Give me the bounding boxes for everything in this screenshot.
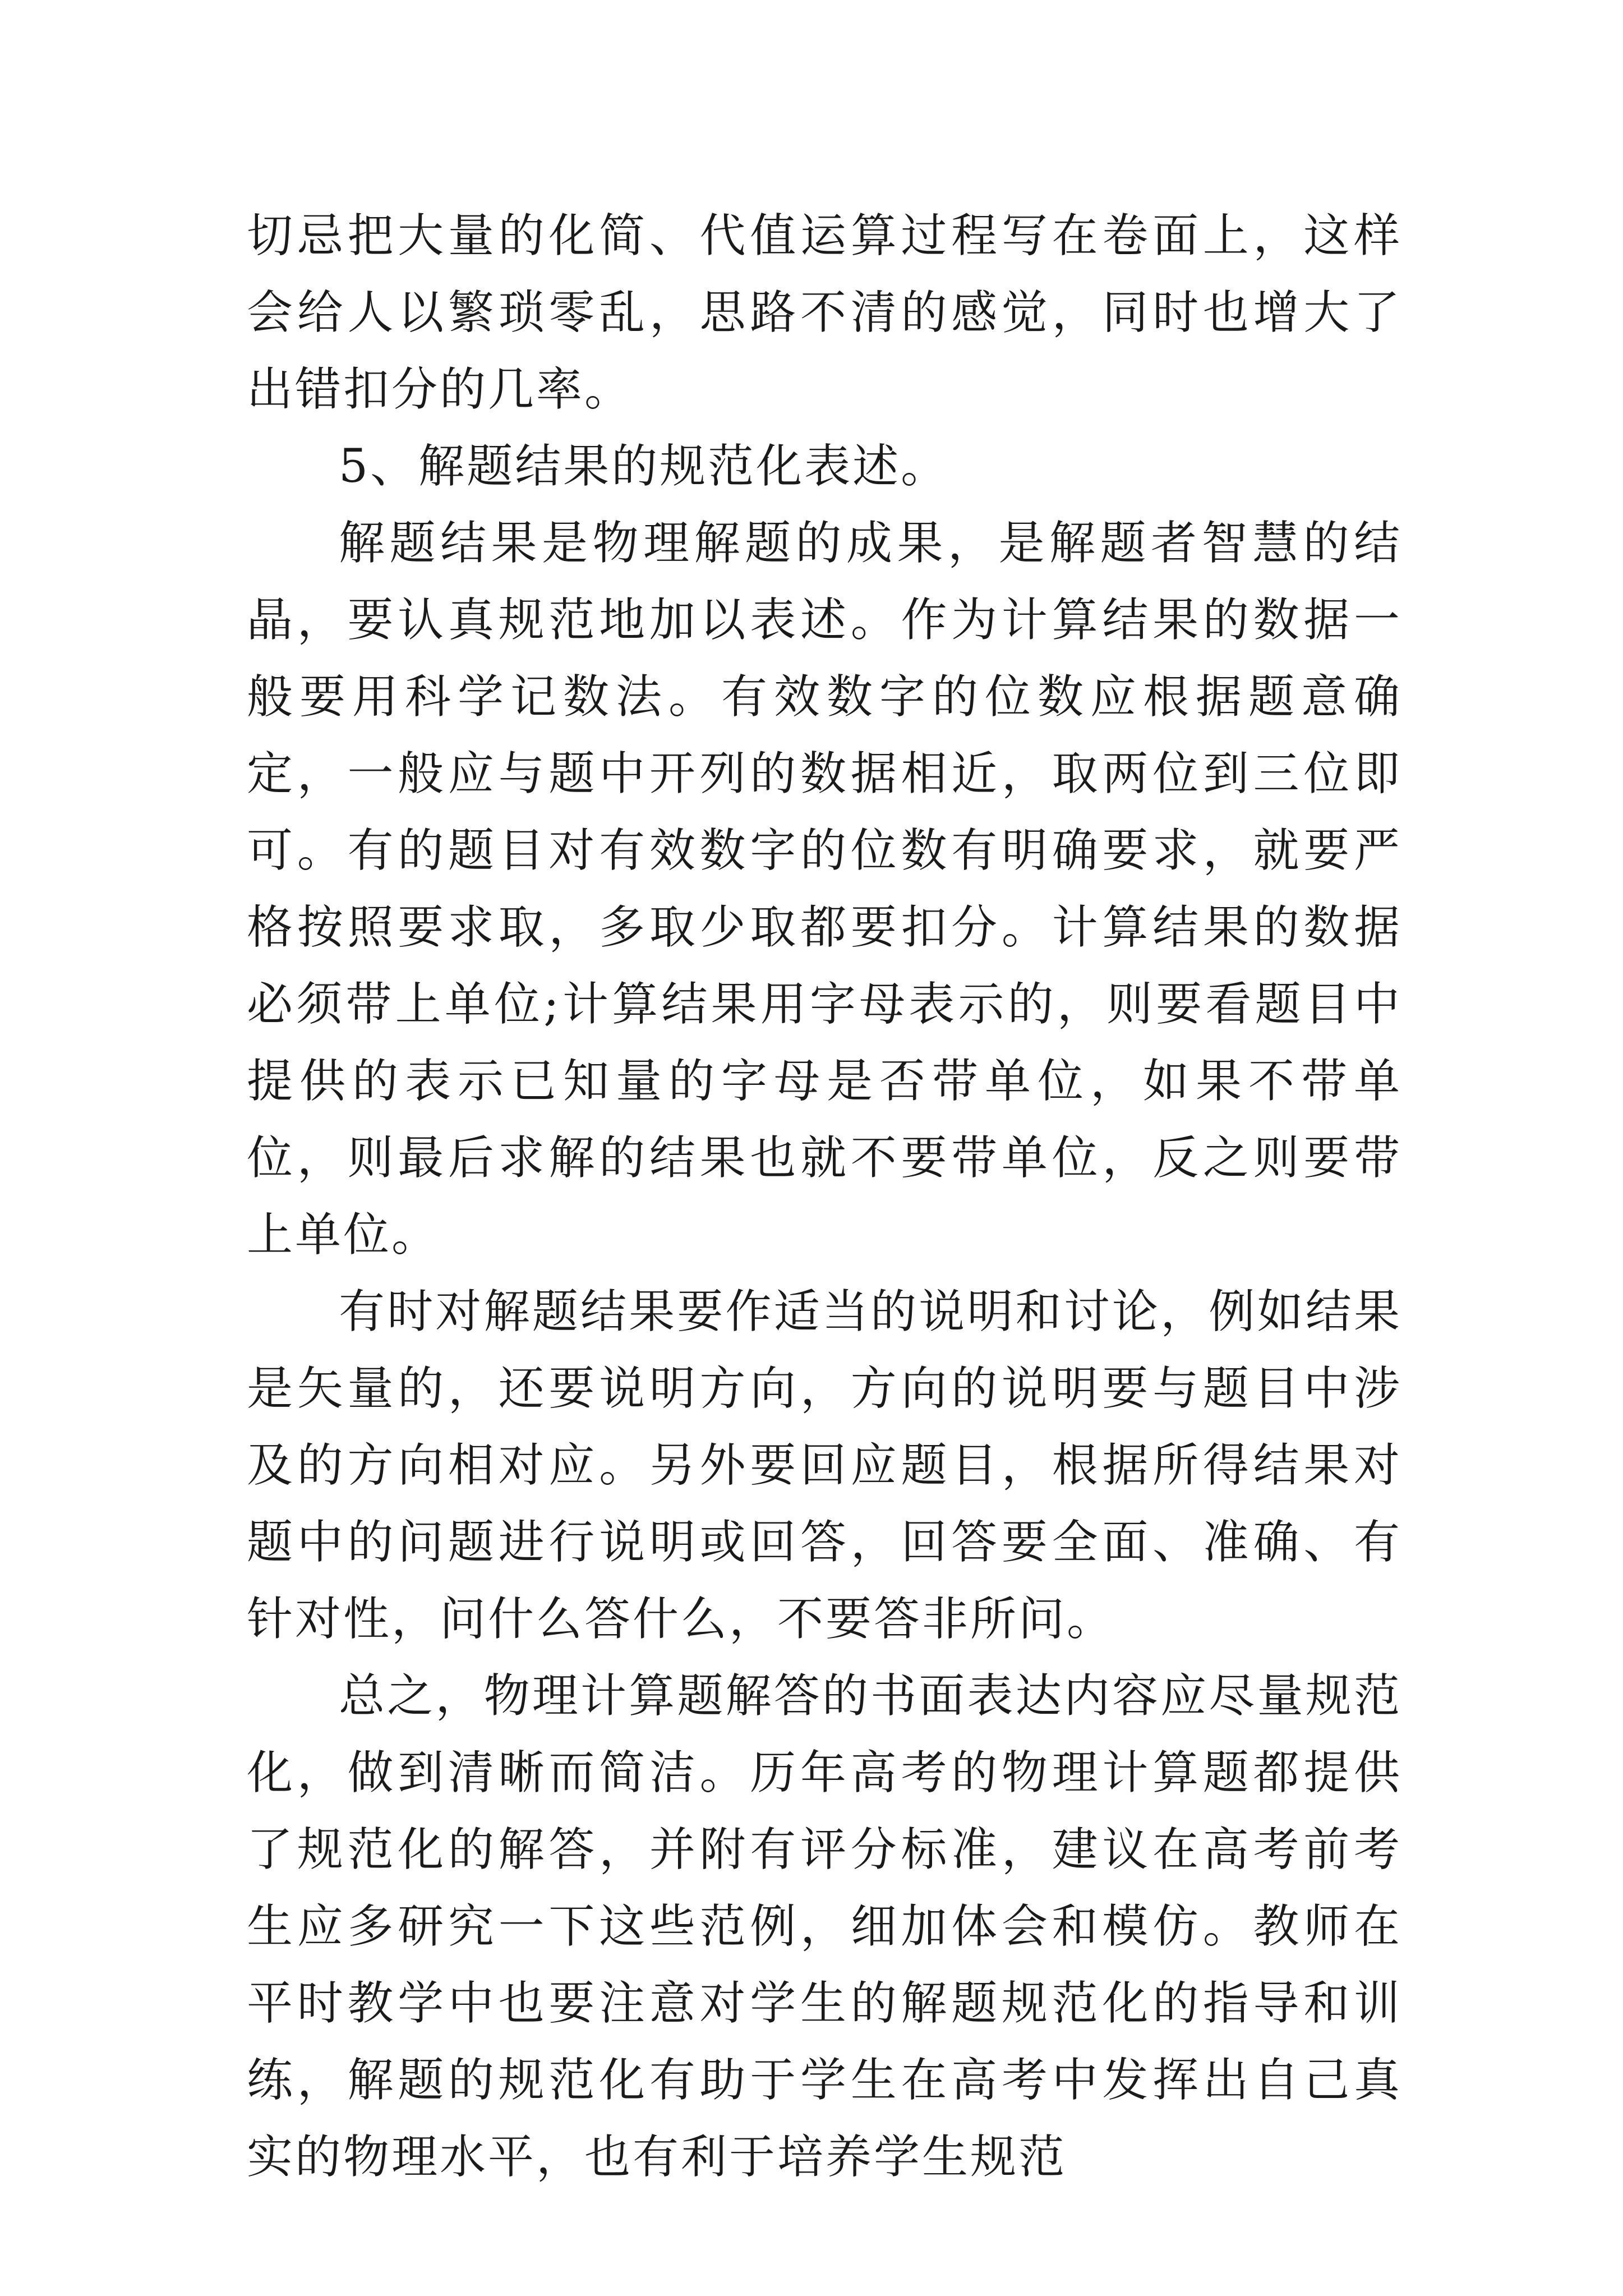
paragraph-result-expression: 解题结果是物理解题的成果，是解题者智慧的结晶，要认真规范地加以表述。作为计算结果的数据一般要用科学记数法。有效数字的位数应根据题意确定，一般应与题中开列的数据相近，取两位到三位即可。有的题目对有效数字的位数有明确要求，就要严格按照要求取，多取少取都要扣分。计算结果的数据必须带上单位;计算结果用字母表示的，则要看题目中提供的表示已知量的字母是否带单位，如果不带单位，则最后求解的结果也就不要带单位，反之则要带上单位。 [247,517,1402,1262]
paragraph-summary: 总之，物理计算题解答的书面表达内容应尽量规范化，做到清晰而简洁。历年高考的物理计算题都提供了规范化的解答，并附有评分标准，建议在高考前考生应多研究一下这些范例，细加体会和模仿。教师在平时教学中也要注意对学生的解题规范化的指导和训练，解题的规范化有助于学生在高考中发挥出自己真实的物理水平，也有利于培养学生规范 [247,1669,1402,2184]
paragraph-result-discussion: 有时对解题结果要作适当的说明和讨论，例如结果是矢量的，还要说明方向，方向的说明要与题目中涉及的方向相对应。另外要回应题目，根据所得结果对题中的问题进行说明或回答，回答要全面、准确、有针对性，问什么答什么，不要答非所问。 [247,1285,1402,1646]
section-heading: 5、解题结果的规范化表述。 [339,440,949,493]
document-body [247,197,1402,2196]
paragraph-continuation: 切忌把大量的化简、代值运算过程写在卷面上，这样会给人以繁琐零乱，思路不清的感觉，同时也增大了出错扣分的几率。 [247,209,1402,416]
